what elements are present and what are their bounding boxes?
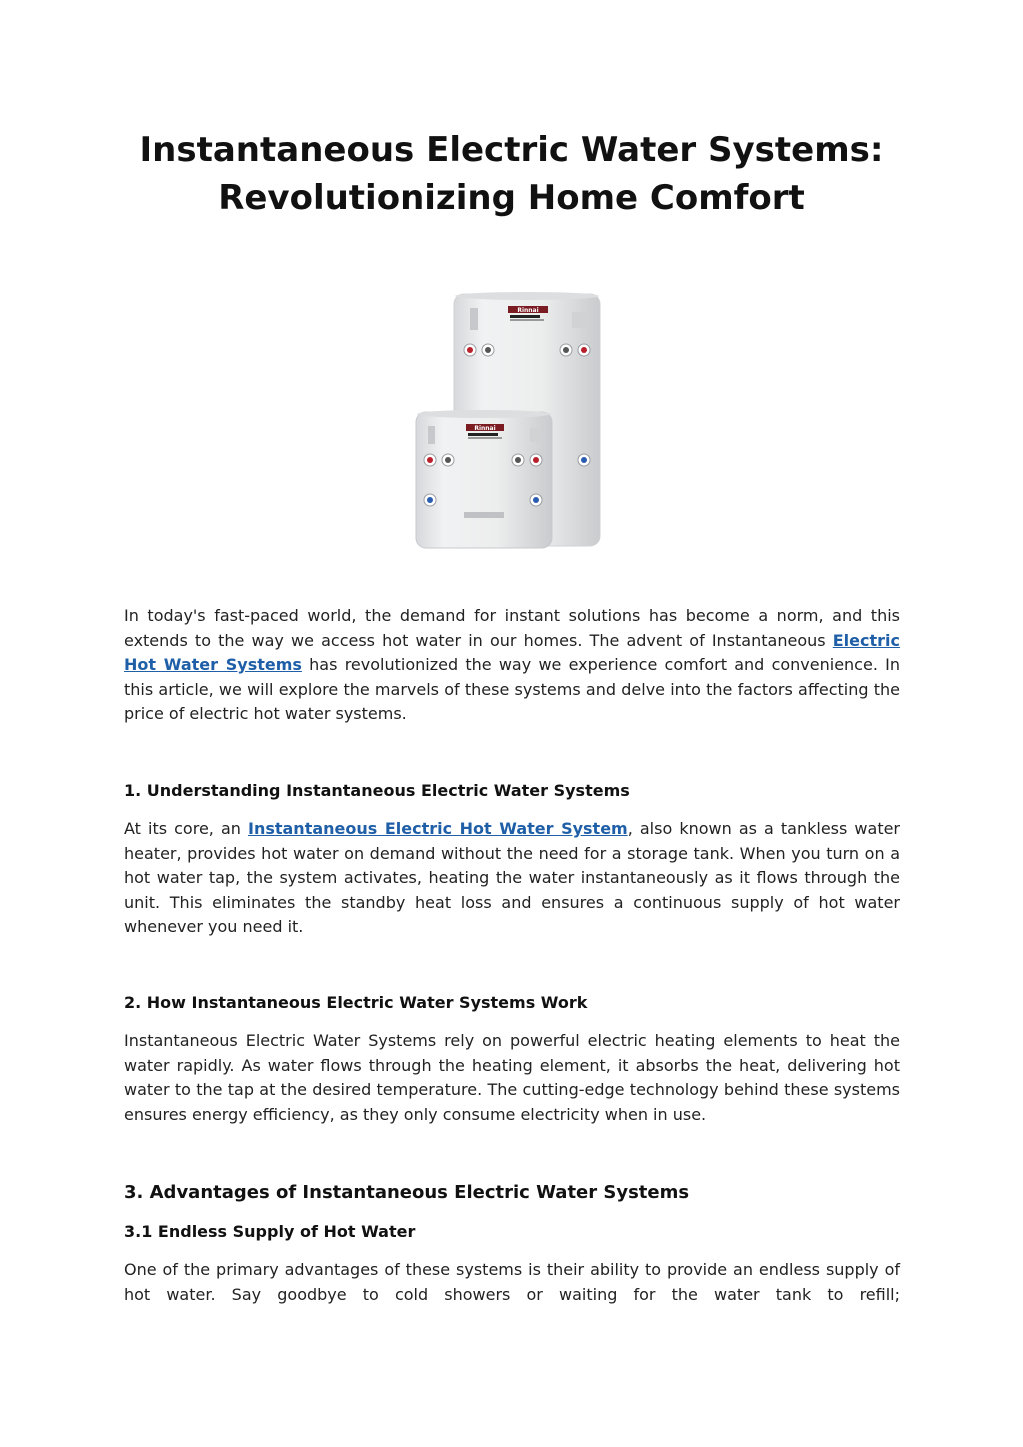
section-2-paragraph: Instantaneous Electric Water Systems rely on powerful electric heating elements to heat the water rapidly. As water flows through the heating element, it absorbs the heat, delivering hot water to the tap at the desired temperature. The cutting-edge technology behind these systems ensures energy efficiency, as they only consume electricity when in use.	[124, 1031, 900, 1124]
intro-section	[124, 604, 900, 727]
section-3	[124, 1180, 900, 1206]
section-2-heading: 2. How Instantaneous Electric Water Systems Work	[124, 993, 588, 1012]
small-tank	[416, 410, 552, 548]
small-tank-brand: Rinnai	[474, 425, 496, 432]
section-1-body	[124, 817, 900, 940]
section-1-paragraph	[124, 817, 900, 940]
title-line-2: Revolutionizing Home Comfort	[218, 178, 805, 218]
section-3-1-heading: 3.1 Endless Supply of Hot Water	[124, 1222, 416, 1241]
section-1-heading: 1. Understanding Instantaneous Electric Water Systems	[124, 781, 630, 800]
section-1-text-after: , also known as a tankless water heater, provides hot water on demand without the need for a storage tank. When you turn on a hot water tap, the system activates, heating the water instantaneously as it flows through the unit. This eliminates the standby heat loss and ensures a continuous supply of hot water whenever you need it.	[124, 819, 901, 936]
section-3-1-body	[124, 1258, 900, 1307]
intro-text-before: In today's fast-paced world, the demand for instant solutions has become a norm, and this extends to the way we access hot water in our homes. The advent of Instantaneous	[124, 606, 900, 650]
large-tank-brand: Rinnai	[517, 307, 539, 314]
intro-paragraph	[124, 604, 900, 727]
section-3-1	[124, 1220, 900, 1244]
water-heater-image	[410, 288, 610, 558]
section-1	[124, 779, 900, 803]
title-line-1: Instantaneous Electric Water Systems:	[139, 130, 884, 170]
page-title	[100, 126, 923, 222]
instantaneous-electric-hot-water-system-link[interactable]: Instantaneous Electric Hot Water System	[247, 819, 628, 838]
section-3-1-paragraph: One of the primary advantages of these systems is their ability to provide an endless supply of hot water. Say goodbye to cold showers or waiting for the water tank to refill;	[124, 1260, 900, 1304]
electric-hot-water-systems-link[interactable]: Electric Hot Water Systems	[124, 630, 900, 674]
section-3-heading: 3. Advantages of Instantaneous Electric Water Systems	[124, 1182, 690, 1203]
intro-text-after: has revolutionized the way we experience comfort and convenience. In this article, we will explore the marvels of these systems and delve into the factors affecting the price of electric hot water systems.	[124, 655, 900, 723]
section-2-body	[124, 1029, 900, 1127]
section-2	[124, 991, 900, 1015]
section-1-text-before: At its core, an	[124, 819, 248, 838]
